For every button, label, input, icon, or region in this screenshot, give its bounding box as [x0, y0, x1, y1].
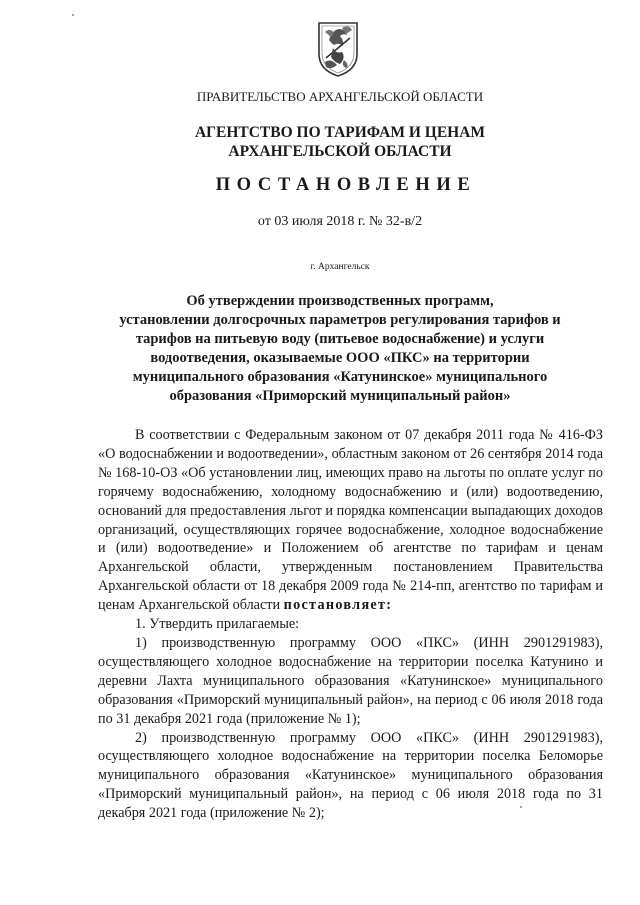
coat-of-arms-emblem — [316, 18, 360, 78]
issue-city: г. Архангельск — [310, 262, 370, 272]
agency-title — [80, 123, 600, 161]
subject-line: тарифов на питьевую воду (питьевое водоснабжение) и услуги — [135, 331, 545, 347]
scan-speck — [520, 806, 522, 808]
subject-line: образования «Приморский муниципальный район» — [169, 388, 511, 404]
agency-title-line-1: АГЕНТСТВО ПО ТАРИФАМ И ЦЕНАМ — [194, 124, 486, 141]
subject-line: Об утверждении производственных программ, — [186, 293, 494, 309]
government-name: ПРАВИТЕЛЬСТВО АРХАНГЕЛЬСКОЙ ОБЛАСТИ — [196, 89, 484, 104]
item-1-1: 1) производственную программу ООО «ПКС» (ИНН 2901291983), осуществляющего холодное водоснабжение на территории поселка Катунино и деревни Лахта муниципального образования «Катунинское» муниципального образования «Приморский муниципальный район», на период с 06 июля 2018 года по 31 декабря 2021 года (приложение № 1); — [98, 634, 603, 727]
item-1: 1. Утвердить прилагаемые: — [135, 616, 300, 633]
subject-line: муниципального образования «Катунинское» муниципального — [132, 369, 548, 385]
resolves-word: постановляет: — [283, 597, 393, 614]
scan-speck — [72, 14, 74, 16]
preamble-text: В соответствии с Федеральным законом от 07 декабря 2011 года № 416-ФЗ «О водоснабжении и водоотведении», областным законом от 26 сентября 2014 года № 168-10-ОЗ «Об установлении лиц, имеющих право на льготы по оплате услуг по горячему водоснабжению, холодному водоснабжению и (или) водоотведению, оснований для предоставления льгот и порядка компенсации выпадающих доходов организаций, осуществляющих горячее водоснабжение, холодное водоснабжение и (или) водоотведение» и Положением об агентстве по тарифам и ценам Архангельской области, утвержденным постановлением Правительства Архангельской области от 18 декабря 2009 года № 214-пп, агентство по тарифам и ценам Архангельской области — [98, 427, 603, 614]
document-subject — [80, 292, 600, 406]
document-type: ПОСТАНОВЛЕНИЕ — [215, 175, 477, 195]
subject-line: водоотведения, оказываемые ООО «ПКС» на территории — [150, 350, 530, 366]
agency-title-line-2: АРХАНГЕЛЬСКОЙ ОБЛАСТИ — [228, 143, 452, 160]
subject-line: установлении долгосрочных параметров регулирования тарифов и — [119, 312, 561, 328]
document-date-number: от 03 июля 2018 г. № 32-в/2 — [257, 214, 423, 229]
item-1-2: 2) производственную программу ООО «ПКС» (ИНН 2901291983), осуществляющего холодное водоснабжение на территории поселка Беломорье муниципального образования «Катунинское» муниципального образования «Приморский муниципальный район», на период с 06 июля 2018 года по 31 декабря 2021 года (приложение № 2); — [98, 729, 603, 822]
preamble-paragraph — [98, 426, 603, 615]
document-body — [98, 426, 603, 823]
